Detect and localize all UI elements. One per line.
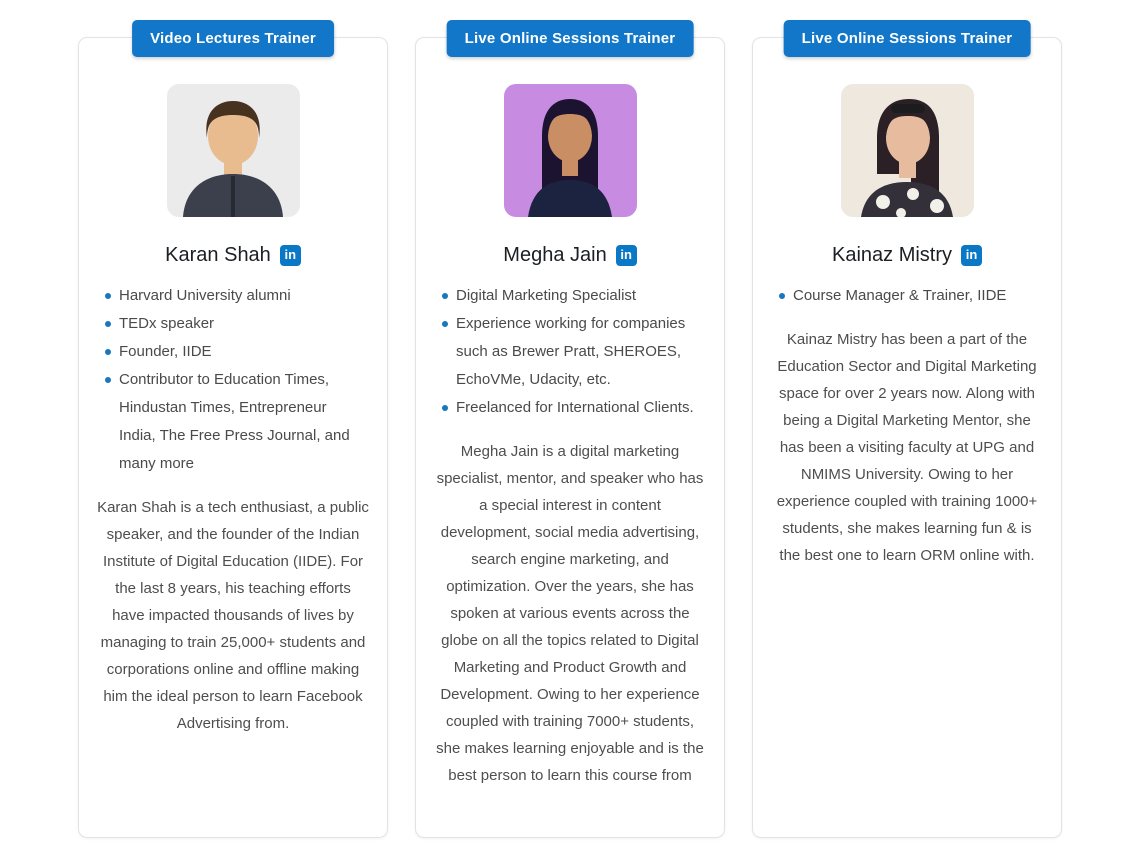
trainer-card-megha-jain [415, 30, 725, 838]
trainer-avatar-illustration [167, 84, 300, 217]
highlight-item: Contributor to Education Times, Hindustan Times, Entrepreneur India, The Free Press Journal, and many more [119, 366, 367, 478]
linkedin-icon[interactable]: in [280, 245, 301, 266]
highlight-item: Harvard University alumni [119, 282, 367, 310]
trainer-name: Karan Shah [165, 244, 271, 266]
trainer-highlights-list [753, 282, 1061, 310]
trainer-bio: Megha Jain is a digital marketing specialist, mentor, and speaker who has a special interest in content development, social media advertising, search engine marketing, and optimization. Over the years, she has spoken at various events across the globe on all the topics related to Digital Marketing and Product Growth and Development. Owing to her experience coupled with training 7000+ students, she makes learning enjoyable and is the best person to learn this course from [436, 443, 704, 784]
trainer-name: Megha Jain [503, 244, 607, 266]
trainer-bio: Karan Shah is a tech enthusiast, a public speaker, and the founder of the Indian Institute of Digital Education (IIDE). For the last 8 years, his teaching efforts have impacted thousands of lives by managing to train 25,000+ students and corporations online and offline making him the ideal person to learn Facebook Advertising from. [97, 499, 369, 732]
trainer-type-badge: Live Online Sessions Trainer [784, 20, 1031, 57]
trainer-type-badge: Video Lectures Trainer [132, 20, 334, 57]
trainer-photo [841, 84, 974, 217]
trainer-name-row [753, 244, 1061, 267]
trainer-name-row [416, 244, 724, 267]
highlight-item: Freelanced for International Clients. [456, 394, 704, 422]
highlight-item: Founder, IIDE [119, 338, 367, 366]
highlight-item: Course Manager & Trainer, IIDE [793, 282, 1041, 310]
trainer-photo [167, 84, 300, 217]
trainer-photo [504, 84, 637, 217]
highlight-item: Experience working for companies such as Brewer Pratt, SHEROES, EchoVMe, Udacity, etc. [456, 310, 704, 394]
trainer-type-badge: Live Online Sessions Trainer [447, 20, 694, 57]
trainer-avatar-illustration [841, 84, 974, 217]
trainer-bio: Kainaz Mistry has been a part of the Education Sector and Digital Marketing space for over 2 years now. Along with being a Digital Marketing Mentor, she has been a visiting faculty at UPG and NMIMS University. Owing to her experience coupled with training 1000+ students, she makes learning fun & is the best one to learn ORM online with. [776, 331, 1038, 564]
trainer-highlights-list [416, 282, 724, 422]
trainer-card-kainaz-mistry [752, 30, 1062, 838]
linkedin-icon[interactable]: in [616, 245, 637, 266]
highlight-item: TEDx speaker [119, 310, 367, 338]
trainer-highlights-list [79, 282, 387, 478]
trainer-card-karan-shah [78, 30, 388, 838]
trainer-name: Kainaz Mistry [831, 244, 953, 266]
highlight-item: Digital Marketing Specialist [456, 282, 704, 310]
linkedin-icon[interactable]: in [961, 245, 982, 266]
trainer-name-row [79, 244, 387, 267]
trainer-avatar-illustration [504, 84, 637, 217]
